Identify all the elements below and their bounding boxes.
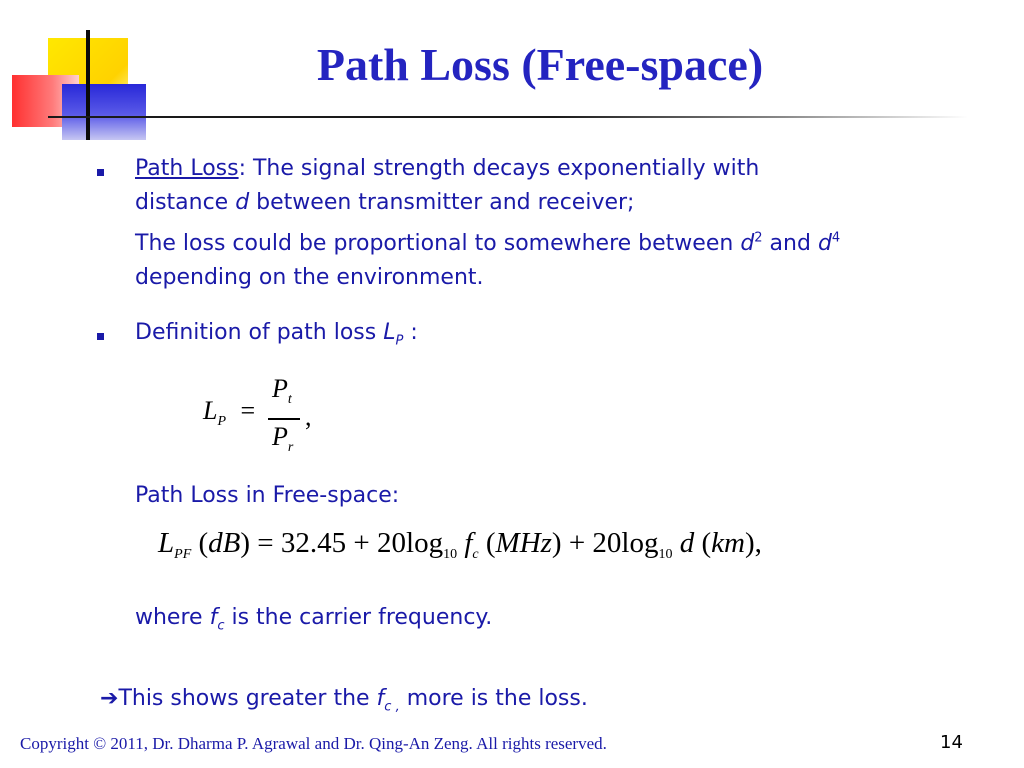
f2-f-sub: c [472,547,479,562]
bullet1-line3 [135,227,840,261]
f1-lhs-sub: P [217,414,227,429]
f1-num: P [272,374,288,403]
bullet1-line2 [135,186,634,220]
f2-constant-part: ) = 32.45 + 20log [240,527,444,559]
bullet1-line2-post: between transmitter and receiver; [249,190,635,215]
f1-denominator [272,422,294,455]
decor-blue-square [62,84,146,140]
f2-lhs: L [158,527,175,559]
var-d: d [235,190,250,215]
f1-den: P [272,422,288,451]
bullet1-line2-pre: distance [135,190,236,215]
where-pre: where [135,605,210,630]
conclusion-f: f [376,686,385,711]
f1-fraction-bar [268,418,300,420]
var-L-sub: P [395,333,404,349]
f1-eq: = [240,396,256,425]
f1-lhs: L [203,396,218,425]
conclusion-post: more is the loss. [399,686,588,711]
freespace-label: Path Loss in Free-space: [135,483,400,508]
f1-den-sub: r [287,440,294,455]
f2-lhs-sub: PF [174,547,192,562]
f1-num-sub: t [287,392,292,407]
where-post: is the carrier frequency. [224,605,493,630]
arrow-icon: ➔ [100,686,119,711]
f2-paren2: ( [478,527,496,559]
exponent-high: 4 [831,230,841,246]
f2-second-term: ) + 20log [551,527,659,559]
conclusion-f-sub: c , [384,699,400,715]
path-loss-term: Path Loss [135,156,239,181]
f2-log-base2: 10 [658,547,673,562]
and-text: and [762,231,818,256]
formula-path-loss-definition [203,396,256,429]
f2-paren1: ( [191,527,209,559]
conclusion-line [100,682,588,716]
var-d-low: d [740,231,755,256]
var-d-high: d [817,231,832,256]
bullet1-line3-pre: The loss could be proportional to somewhere between [135,231,741,256]
f2-f: f [457,527,473,559]
f2-unit-db: dB [208,527,241,559]
f2-unit-km: km [711,527,745,559]
copyright-footer: Copyright © 2011, Dr. Dharma P. Agrawal and Dr. Qing-An Zeng. All rights reserved. [20,734,607,753]
f1-numerator [272,374,292,407]
decor-vertical-bar [86,30,90,140]
bullet2-line [135,316,418,350]
exponent-low: 2 [754,230,763,246]
title-underline-rule [48,116,968,118]
bullet1-line1-text: : The signal strength decays exponentially with [238,156,760,181]
f2-unit-mhz: MHz [495,527,552,559]
f1-comma: , [305,402,312,431]
conclusion-pre: This shows greater the [118,686,377,711]
var-L: L [383,320,396,345]
bullet1-line4: depending on the environment. [135,265,484,290]
f2-paren3: ( [694,527,712,559]
f2-d: d [672,527,695,559]
page-number: 14 [940,732,963,753]
f2-log-base1: 10 [443,547,458,562]
where-line [135,601,492,635]
bullet-marker-1 [97,169,104,176]
bullet-marker-2 [97,333,104,340]
formula-free-space-path-loss [158,527,762,560]
where-f-sub: c [217,618,225,634]
where-f: f [209,605,218,630]
bullet2-post: : [403,320,418,345]
f2-close: ), [745,527,762,559]
bullet2-pre: Definition of path loss [135,320,384,345]
slide-title: Path Loss (Free-space) [316,39,764,90]
bullet1-line1 [135,152,759,186]
